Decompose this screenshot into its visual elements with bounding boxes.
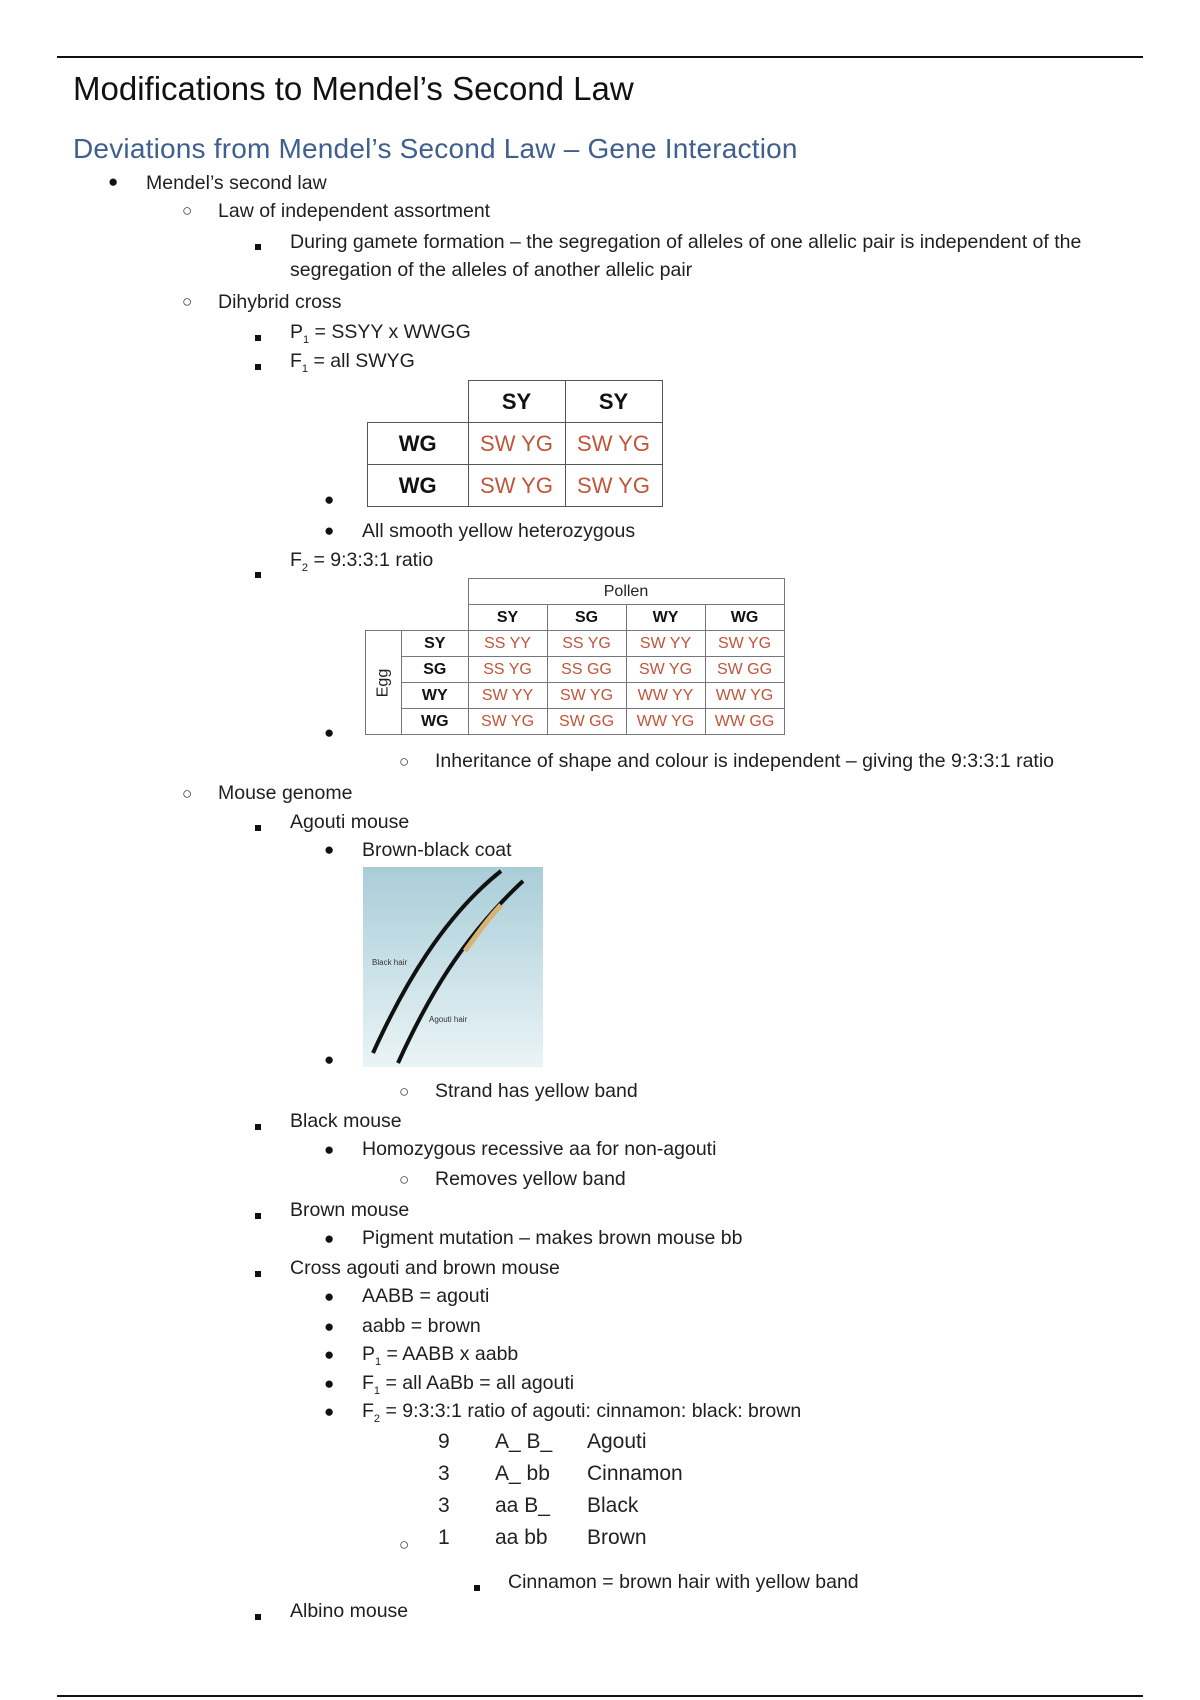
bullet-icon: ● — [324, 1345, 335, 1364]
list-item: $F_1$ = all SWYG — [290, 350, 415, 375]
ratio-genotype: aa B_ — [495, 1494, 550, 1517]
table-cell: WW YG — [705, 683, 784, 709]
agouti-hair-label: Agouti hair — [429, 1015, 468, 1024]
circle-bullet-icon: ○ — [399, 1082, 410, 1101]
circle-bullet-icon: ○ — [182, 201, 193, 220]
table-row — [438, 1522, 683, 1554]
row-header: SG — [402, 657, 469, 683]
row-header: WG — [402, 709, 469, 735]
punnett-square-f2 — [365, 578, 785, 735]
list-item: Pigment mutation – makes brown mouse bb — [362, 1227, 743, 1249]
circle-bullet-icon: ○ — [399, 752, 410, 771]
bullet-icon: ● — [324, 490, 335, 509]
square-bullet-icon — [255, 328, 261, 346]
table-row — [438, 1458, 683, 1490]
list-item: Cross agouti and brown mouse — [290, 1257, 560, 1279]
table-cell: SW YG — [626, 657, 705, 683]
ratio-table — [438, 1426, 683, 1554]
figure-background — [363, 867, 543, 1067]
bullet-icon: ● — [324, 723, 335, 742]
circle-bullet-icon: ○ — [182, 784, 193, 803]
square-bullet-icon — [474, 1578, 480, 1596]
bullet-icon: ● — [108, 172, 119, 191]
row-header: WY — [402, 683, 469, 709]
ratio-genotype: A_ bb — [495, 1462, 550, 1485]
table-cell: SW YG — [468, 465, 565, 507]
col-header: SG — [547, 605, 626, 631]
ratio-genotype: A_ B_ — [495, 1430, 553, 1453]
list-item: Mendel’s second law — [146, 172, 327, 194]
square-bullet-icon — [255, 1264, 261, 1282]
list-item: Homozygous recessive aa for non-agouti — [362, 1138, 717, 1160]
table-cell: WW YY — [626, 683, 705, 709]
bullet-icon: ● — [324, 1140, 335, 1159]
bullet-icon: ● — [324, 1229, 335, 1248]
list-item: Black mouse — [290, 1110, 402, 1132]
black-hair-label: Black hair — [372, 958, 408, 967]
list-item: Dihybrid cross — [218, 291, 342, 313]
col-header: WY — [626, 605, 705, 631]
table-cell: SW YG — [468, 709, 547, 735]
row-header: WG — [368, 423, 469, 465]
table-cell: SS YY — [468, 631, 547, 657]
list-item-continued: segregation of the alleles of another allelic pair — [290, 259, 693, 281]
circle-bullet-icon: ○ — [399, 1170, 410, 1189]
hair-figure — [363, 867, 543, 1067]
section-heading: Deviations from Mendel’s Second Law – Gene Interaction — [73, 133, 798, 164]
list-item: Inheritance of shape and colour is independent – giving the 9:3:3:1 ratio — [435, 750, 1055, 772]
list-item: $P_1$ = AABB x aabb — [362, 1343, 519, 1368]
list-item: AABB = agouti — [362, 1285, 490, 1307]
square-bullet-icon — [255, 818, 261, 836]
list-item: $F_2$ = 9:3:3:1 ratio — [290, 549, 434, 574]
list-item: Agouti mouse — [290, 811, 410, 833]
list-item: $F_1$ = all AaBb = all agouti — [362, 1372, 575, 1397]
ratio-count: 1 — [438, 1526, 450, 1549]
bullet-icon: ● — [324, 1050, 335, 1069]
ratio-count: 3 — [438, 1462, 450, 1485]
list-item: $P_1$ = SSYY x WWGG — [290, 321, 471, 346]
list-item: During gamete formation – the segregation of alleles of one allelic pair is independent of the — [290, 231, 1082, 253]
table-row — [438, 1490, 683, 1522]
list-item: Removes yellow band — [435, 1168, 626, 1190]
bullet-icon: ● — [324, 840, 335, 859]
square-bullet-icon — [255, 1607, 261, 1625]
table-cell: SW GG — [705, 657, 784, 683]
table-cell: SW GG — [547, 709, 626, 735]
top-rule — [57, 56, 1143, 58]
circle-bullet-icon: ○ — [399, 1535, 410, 1554]
table-cell: WW YG — [626, 709, 705, 735]
row-header: SY — [402, 631, 469, 657]
ratio-genotype: aa bb — [495, 1526, 548, 1549]
list-item: Law of independent assortment — [218, 200, 491, 222]
table-cell: SW YG — [705, 631, 784, 657]
list-item: All smooth yellow heterozygous — [362, 520, 636, 542]
bullet-icon: ● — [324, 1402, 335, 1421]
square-bullet-icon — [255, 565, 261, 583]
bullet-icon: ● — [324, 1317, 335, 1336]
col-header: SY — [468, 605, 547, 631]
bottom-rule — [57, 1695, 1143, 1697]
table-cell: SS YG — [547, 631, 626, 657]
page-title: Modifications to Mendel’s Second Law — [73, 70, 634, 107]
square-bullet-icon — [255, 357, 261, 375]
list-item: Brown mouse — [290, 1199, 410, 1221]
bullet-icon: ● — [324, 1374, 335, 1393]
bullet-icon: ● — [324, 521, 335, 540]
square-bullet-icon — [255, 1117, 261, 1135]
ratio-count: 3 — [438, 1494, 450, 1517]
col-header: SY — [565, 381, 662, 423]
ratio-phenotype: Cinnamon — [587, 1462, 683, 1485]
ratio-phenotype: Black — [587, 1494, 639, 1517]
egg-label-cell — [366, 631, 402, 735]
table-cell: SW YG — [547, 683, 626, 709]
square-bullet-icon — [255, 1206, 261, 1224]
ratio-phenotype: Agouti — [587, 1430, 647, 1453]
col-header: SY — [468, 381, 565, 423]
table-cell: SS GG — [547, 657, 626, 683]
col-header: WG — [705, 605, 784, 631]
table-cell: SW YG — [565, 465, 662, 507]
egg-label: Egg — [374, 668, 392, 697]
table-cell: WW GG — [705, 709, 784, 735]
ratio-phenotype: Brown — [587, 1526, 647, 1549]
list-item: Mouse genome — [218, 782, 353, 804]
table-cell: SW YG — [565, 423, 662, 465]
ratio-count: 9 — [438, 1430, 450, 1453]
table-cell: SW YY — [468, 683, 547, 709]
circle-bullet-icon: ○ — [182, 292, 193, 311]
list-item: Cinnamon = brown hair with yellow band — [508, 1571, 859, 1593]
row-header: WG — [368, 465, 469, 507]
list-item: Albino mouse — [290, 1600, 409, 1622]
bullet-icon: ● — [324, 1287, 335, 1306]
punnett-square-f1 — [367, 380, 663, 507]
table-cell: SW YG — [468, 423, 565, 465]
list-item: aabb = brown — [362, 1315, 481, 1337]
table-cell: SS YG — [468, 657, 547, 683]
pollen-label: Pollen — [468, 579, 784, 605]
table-cell: SW YY — [626, 631, 705, 657]
list-item: Brown-black coat — [362, 839, 512, 861]
list-item: $F_2$ = 9:3:3:1 ratio of agouti: cinnamon: black: brown — [362, 1400, 802, 1425]
table-row — [438, 1426, 683, 1458]
list-item: Strand has yellow band — [435, 1080, 638, 1102]
square-bullet-icon — [255, 237, 261, 255]
